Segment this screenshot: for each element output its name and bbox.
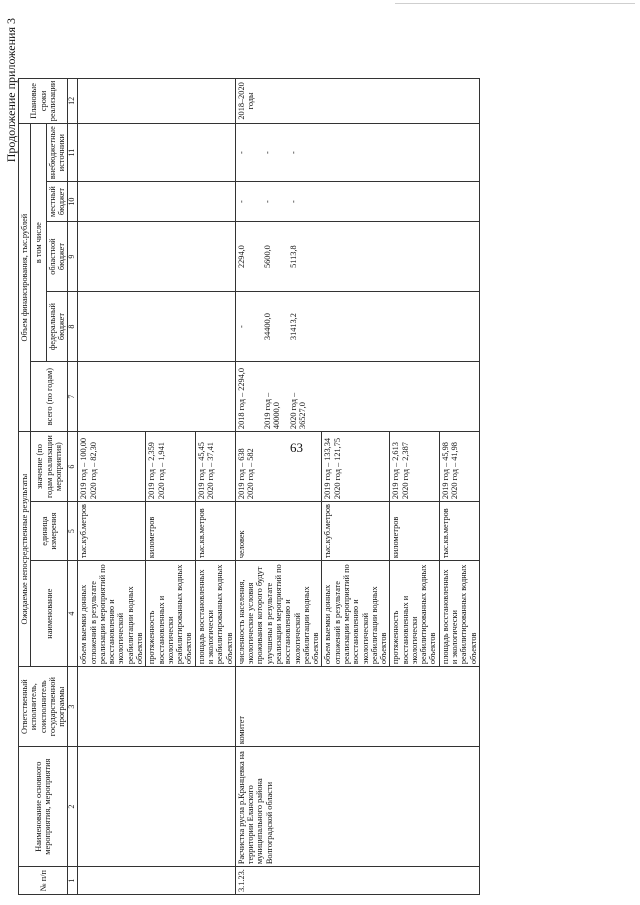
result-name: площадь восстановленных и экологически реабилитированных водных объектов (439, 561, 479, 667)
result-unit: километров (390, 502, 439, 561)
item-executor: комитет (235, 667, 479, 747)
col-number: 12 (68, 78, 78, 124)
finance-total: 2018 год – 2294,0 2019 год – 40000,0 2020 год – 36527,0 (235, 362, 479, 432)
result-name: площадь восстановленных и экологически реабилитированных водных объектов (195, 561, 235, 667)
header-extra: внебюджетные источники (46, 124, 68, 182)
result-unit: тыс.кв.метров (439, 502, 479, 561)
result-value: 2019 год – 133,34 2020 год – 121,75 (322, 432, 390, 502)
col-number: 1 (68, 867, 78, 895)
result-unit: тыс.куб.метров (78, 502, 146, 561)
table-row (78, 78, 146, 894)
header-name: Наименование основного мероприятия, мероприятия (19, 747, 68, 867)
col-number: 5 (68, 502, 78, 561)
finance-extra: - - - (235, 124, 479, 182)
col-number: 8 (68, 292, 78, 362)
header-in-total: в том числе (31, 124, 47, 362)
result-name: численность населения, экологические условия проживания которого будут улучшены в результате реализации мероприятий по восстановлению и экологической реабилитации водных объектов (235, 561, 322, 667)
continuation-label: Продолжение приложения 3 (4, 18, 18, 163)
result-value: 2019 год – 100,00 2020 год – 82,30 (78, 432, 146, 502)
result-unit: километров (146, 502, 195, 561)
result-name: протяженность восстановленных и экологически реабилитированных водных объектов (146, 561, 195, 667)
item-name: Расчистка русла р.Кранцевка на территории Еланского муниципального района Волгоградской области (235, 747, 479, 867)
col-number: 2 (68, 747, 78, 867)
finance-federal: - 34400,0 31413,2 (235, 292, 479, 362)
result-unit: человек (235, 502, 322, 561)
header-unit: единица измерения (31, 502, 68, 561)
finance-regional: 2294,0 5600,0 5113,8 (235, 222, 479, 292)
finance-local: - - - (235, 182, 479, 222)
col-number: 11 (68, 124, 78, 182)
page-number: 63 (290, 440, 303, 455)
header-terms: Плановые сроки реализации (19, 78, 68, 124)
header-local: местный бюджет (46, 182, 68, 222)
header-regional: областной бюджет (46, 222, 68, 292)
col-number: 10 (68, 182, 78, 222)
header-federal: федеральный бюджет (46, 292, 68, 362)
result-name: объем выемки донных отложений в результате реализации мероприятий по восстановлению и экологической реабилитации водных объектов (78, 561, 146, 667)
item-number: 3.1.23. (235, 867, 479, 895)
result-unit: тыс.куб.метров (322, 502, 390, 561)
appendix-table (18, 78, 480, 895)
result-value: 2019 год – 45,98 2020 год – 41,98 (439, 432, 479, 502)
result-name: объем выемки донных отложений в результате реализации мероприятий по восстановлению и экологической реабилитации водных объектов (322, 561, 390, 667)
header-executor: Ответственный исполнитель, соисполнитель государственной программы (19, 667, 68, 747)
header-result-name: наименование (31, 561, 68, 667)
header-finance: Объем финансирования, тыс.рублей (19, 124, 31, 432)
col-number: 7 (68, 362, 78, 432)
header-value: значение (по годам реализации мероприятия) (31, 432, 68, 502)
result-value: 2019 год – 45,45 2020 год – 37,41 (195, 432, 235, 502)
col-number: 3 (68, 667, 78, 747)
header-results: Ожидаемые непосредственные результаты (19, 432, 31, 667)
col-number: 4 (68, 561, 78, 667)
result-value: 2019 год – 2,359 2020 год – 1,941 (146, 432, 195, 502)
item-terms: 2018–2020 годы (235, 78, 479, 124)
result-name: протяженность восстановленных и экологически реабилитированных водных объектов (390, 561, 439, 667)
table-row (235, 78, 322, 894)
col-number: 6 (68, 432, 78, 502)
header-num: № п/п (19, 867, 68, 895)
header-total: всего (по годам) (31, 362, 68, 432)
result-value: 2019 год – 638 2020 год – 582 (235, 432, 322, 502)
result-value: 2019 год – 2,613 2020 год – 2,387 (390, 432, 439, 502)
col-number: 9 (68, 222, 78, 292)
result-unit: тыс.кв.метров (195, 502, 235, 561)
